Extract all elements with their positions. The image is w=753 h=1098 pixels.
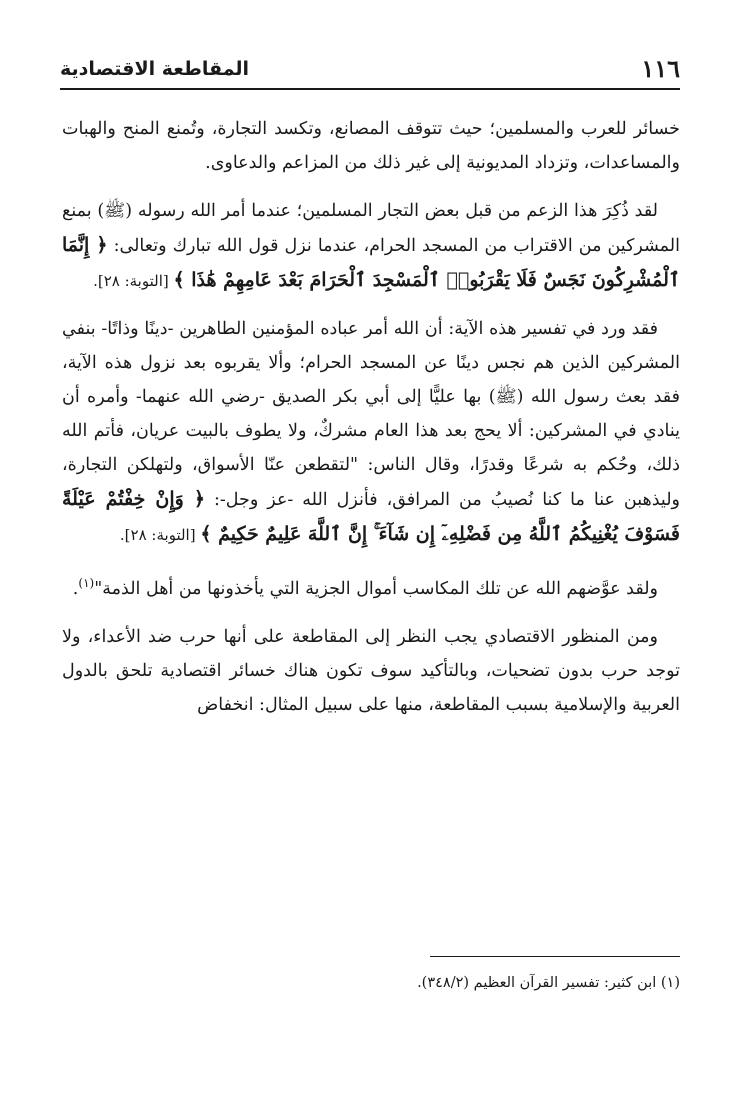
verse-reference-1: [التوبة: ٢٨]. xyxy=(93,272,174,290)
quran-verse-2: ﴿ وَإِنْ خِفْتُمْ عَيْلَةً فَسَوْفَ يُغْنِيكُمُ ٱللَّهُ مِن فَضْلِهِۦٓ إِن شَآءَ ۚ إِنَّ ٱللَّهَ عَلِيمٌ حَكِيمٌ ﴾ xyxy=(62,488,680,545)
quran-verse-1: ﴿ إِنَّمَا ٱلْمُشْرِكُونَ نَجَسٌ فَلَا يَقْرَبُوا۟ ٱلْمَسْجِدَ ٱلْحَرَامَ بَعْدَ عَامِهِمْ هَٰذَا ﴾ xyxy=(62,234,680,291)
footnote-marker: (١) xyxy=(78,576,95,590)
paragraph-2-text: لقد ذُكِرَ هذا الزعم من قبل بعض التجار المسلمين؛ عندما أمر الله رسوله (ﷺ) بمنع المشركين من الاقتراب من المسجد الحرام، عندما نزل قول الله تبارك وتعالى: xyxy=(62,201,680,256)
body-text xyxy=(62,112,680,736)
paragraph-3-text: فقد ورد في تفسير هذه الآية: أن الله أمر عباده المؤمنين الطاهرين -دينًا وذاتًا- بنفي المشركين الذين هم نجس دينًا عن المسجد الحرام؛ وألا يقربوه بعد نزول هذه الآية، فقد بعث رسول الله (ﷺ) بها عليًّا إلى أبي بكر الصديق -رضي الله عنهما- وأمره أن ينادي في المشركين: ألا يحج بعد هذا العام مشركٌ، ولا يطوف بالبيت عريان، فأتم الله ذلك، وحُكم به شرعًا وقدرًا، وقال الناس: "لتقطعن عنّا الأسواق، ولتهلكن التجارة، وليذهبن عنا ما كنا نُصيبُ من المرافق، فأنزل الله -عز وجل-: xyxy=(62,319,680,510)
paragraph-1: خسائر للعرب والمسلمين؛ حيث تتوقف المصانع، وتكسد التجارة، وتُمنع المنح والهبات والمساعدات، وتزداد المديونية إلى غير ذلك من المزاعم والدعاوى. xyxy=(62,119,680,173)
paragraph-4-text: ولقد عوَّضهم الله عن تلك المكاسب أموال الجزية التي يأخذونها من أهل الذمة" xyxy=(94,578,658,599)
paragraph-3 xyxy=(62,312,680,552)
footnote-rule xyxy=(430,956,680,957)
verse-reference-2: [التوبة: ٢٨]. xyxy=(119,526,201,544)
paragraph-2 xyxy=(62,194,680,298)
footnote: (١) ابن كثير: تفسير القرآن العظيم (٣٤٨/٢). xyxy=(417,975,680,991)
page-number: ١١٦ xyxy=(641,54,680,83)
page-header xyxy=(60,52,680,90)
header-rule xyxy=(60,88,680,90)
paragraph-4-end: . xyxy=(72,578,79,599)
paragraph-4 xyxy=(62,566,680,606)
running-title: المقاطعة الاقتصادية xyxy=(60,58,250,80)
paragraph-5: ومن المنظور الاقتصادي يجب النظر إلى المقاطعة على أنها حرب ضد الأعداء، ولا توجد حرب بدون تضحيات، وبالتأكيد سوف تكون هناك خسائر اقتصادية تلحق بالدول العربية والإسلامية بسبب المقاطعة، منها على سبيل المثال: انخفاض xyxy=(62,626,680,715)
